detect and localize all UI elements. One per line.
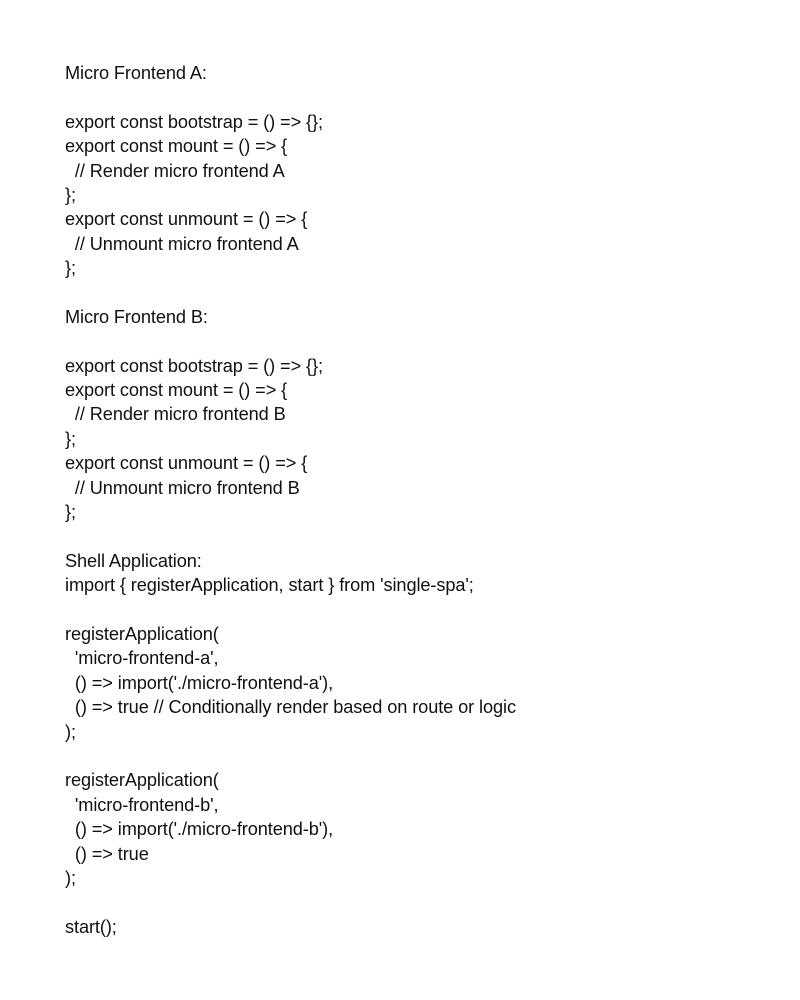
code-line: import { registerApplication, start } from 'single-spa'; bbox=[65, 575, 474, 596]
code-line: export const bootstrap = () => {}; bbox=[65, 111, 323, 132]
code-line bbox=[65, 744, 765, 768]
section-micro-frontend-b bbox=[65, 305, 765, 549]
code-line bbox=[65, 598, 765, 622]
code-line: export const unmount = () => { bbox=[65, 209, 308, 230]
code-line: start(); bbox=[65, 916, 117, 937]
code-line: registerApplication( bbox=[65, 623, 219, 644]
code-line bbox=[65, 85, 765, 109]
code-line: ); bbox=[65, 721, 76, 742]
code-line: 'micro-frontend-a', bbox=[65, 648, 219, 669]
code-line: }; bbox=[65, 502, 76, 523]
code-line: export const mount = () => { bbox=[65, 136, 288, 157]
code-line: ); bbox=[65, 867, 76, 888]
section-micro-frontend-a bbox=[65, 61, 765, 305]
code-document bbox=[65, 61, 765, 939]
code-line: () => import('./micro-frontend-a'), bbox=[65, 672, 334, 693]
code-line: () => true bbox=[65, 843, 149, 864]
code-line bbox=[65, 329, 765, 353]
code-line: // Unmount micro frontend A bbox=[65, 233, 299, 254]
code-line: // Unmount micro frontend B bbox=[65, 477, 300, 498]
code-line: export const unmount = () => { bbox=[65, 453, 308, 474]
code-line: }; bbox=[65, 428, 76, 449]
section-heading: Micro Frontend A: bbox=[65, 63, 207, 83]
code-line: // Render micro frontend B bbox=[65, 404, 286, 425]
code-line: // Render micro frontend A bbox=[65, 160, 285, 181]
code-line: 'micro-frontend-b', bbox=[65, 794, 219, 815]
section-heading: Shell Application: bbox=[65, 550, 202, 571]
code-line: }; bbox=[65, 258, 76, 279]
code-line: () => true // Conditionally render based on route or logic bbox=[65, 697, 516, 718]
code-line: export const mount = () => { bbox=[65, 380, 288, 401]
section-shell-application bbox=[65, 549, 765, 939]
section-heading: Micro Frontend B: bbox=[65, 306, 208, 327]
code-line: () => import('./micro-frontend-b'), bbox=[65, 819, 334, 840]
code-line: export const bootstrap = () => {}; bbox=[65, 355, 323, 376]
code-line bbox=[65, 890, 765, 914]
code-line: }; bbox=[65, 184, 76, 205]
code-line bbox=[65, 524, 765, 548]
code-line: registerApplication( bbox=[65, 770, 219, 791]
code-line bbox=[65, 281, 765, 305]
